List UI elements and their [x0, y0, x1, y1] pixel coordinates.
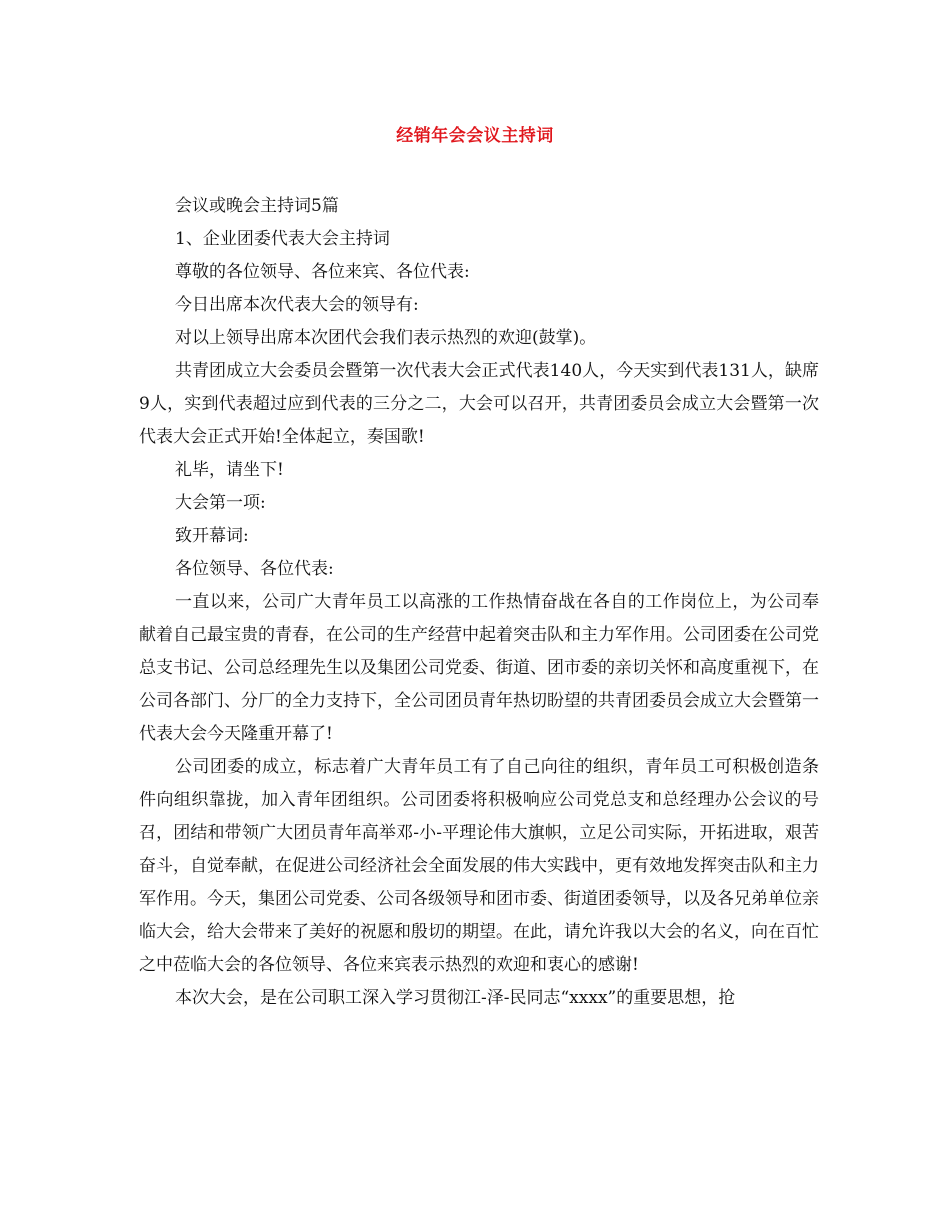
paragraph: 一直以来，公司广大青年员工以高涨的工作热情奋战在各自的工作岗位上，为公司奉献着自己最宝贵的青春，在公司的生产经营中起着突击队和主力军作用。公司团委在公司党总支书记、公司总经理先生以及集团公司党委、街道、团市委的亲切关怀和高度重视下，在公司各部门、分厂的全力支持下，全公司团员青年热切盼望的共青团委员会成立大会暨第一代表大会今天隆重开幕了! [139, 592, 819, 744]
paragraph: 会议或晚会主持词5篇 [175, 196, 339, 216]
paragraph: 各位领导、各位代表: [175, 559, 334, 579]
document-body [139, 190, 819, 1015]
paragraph: 礼毕，请坐下! [175, 460, 284, 480]
paragraph: 本次大会，是在公司职工深入学习贯彻江-泽-民同志“xxxx”的重要思想，抢 [175, 988, 736, 1008]
paragraph: 对以上领导出席本次团代会我们表示热烈的欢迎(鼓掌)。 [175, 328, 597, 348]
paragraph: 公司团委的成立，标志着广大青年员工有了自己向往的组织，青年员工可积极创造条件向组织靠拢，加入青年团组织。公司团委将积极响应公司党总支和总经理办公会议的号召，团结和带领广大团员青年高举邓-小-平理论伟大旗帜，立足公司实际，开拓进取，艰苦奋斗，自觉奉献，在促进公司经济社会全面发展的伟大实践中，更有效地发挥突击队和主力军作用。今天，集团公司党委、公司各级领导和团市委、街道团委领导，以及各兄弟单位亲临大会，给大会带来了美好的祝愿和殷切的期望。在此，请允许我以大会的名义，向在百忙之中莅临大会的各位领导、各位来宾表示热烈的欢迎和衷心的感谢! [139, 757, 819, 975]
paragraph: 今日出席本次代表大会的领导有: [175, 295, 419, 315]
paragraph: 共青团成立大会委员会暨第一次代表大会正式代表140人，今天实到代表131人，缺席9人，实到代表超过应到代表的三分之二，大会可以召开，共青团委员会成立大会暨第一次代表大会正式开始!全体起立，奏国歌! [139, 361, 819, 447]
paragraph: 致开幕词: [175, 526, 249, 546]
paragraph: 1、企业团委代表大会主持词 [175, 229, 390, 249]
document-title: 经销年会会议主持词 [396, 126, 554, 146]
paragraph: 大会第一项: [175, 493, 266, 513]
paragraph: 尊敬的各位领导、各位来宾、各位代表: [175, 262, 470, 282]
